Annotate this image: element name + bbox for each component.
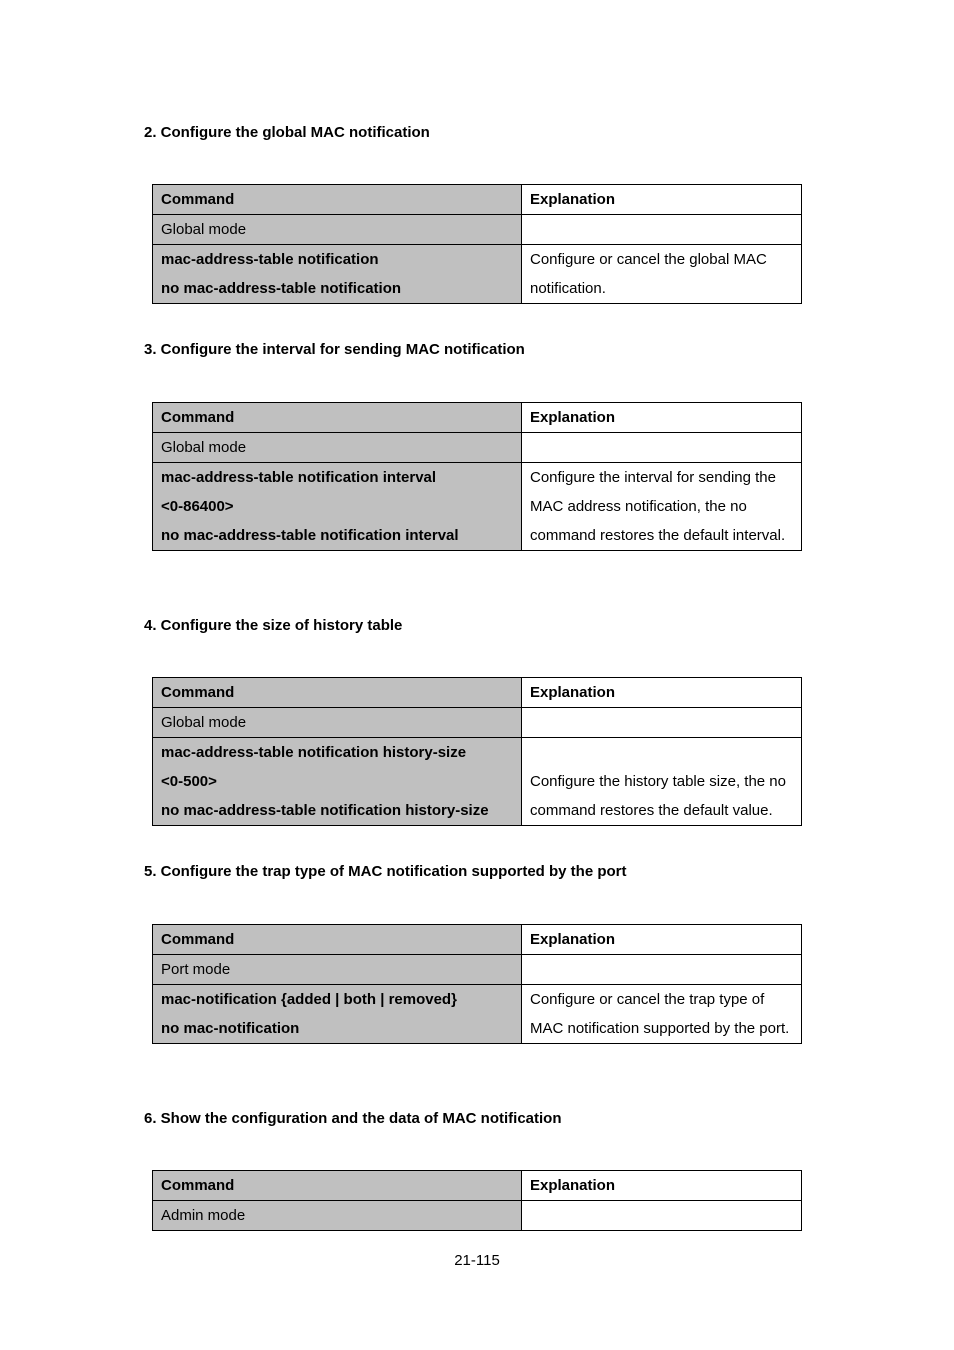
explanation-text: Configure or cancel the global MAC notification. xyxy=(530,251,767,297)
command-text: no mac-notification xyxy=(161,1020,300,1037)
section-heading: 5. Configure the trap type of MAC notification supported by the port xyxy=(144,863,627,880)
explanation-header: Explanation xyxy=(522,678,802,708)
command-cell xyxy=(153,985,522,1044)
command-table xyxy=(152,402,802,551)
section-heading: 3. Configure the interval for sending MAC notification xyxy=(144,341,525,358)
explanation-cell xyxy=(522,463,802,551)
table-row xyxy=(153,463,802,551)
mode-row xyxy=(153,955,802,985)
command-text: mac-address-table notification xyxy=(161,251,379,268)
mode-row xyxy=(153,708,802,738)
page-number: 21-115 xyxy=(454,1252,500,1269)
empty-cell xyxy=(522,955,802,985)
command-header: Command xyxy=(153,1171,522,1201)
command-text: mac-address-table notification history-size xyxy=(161,744,467,761)
mode-cell: Global mode xyxy=(153,433,522,463)
table-header-row xyxy=(153,403,802,433)
empty-cell xyxy=(522,433,802,463)
command-text: mac-address-table notification interval xyxy=(161,469,437,486)
explanation-header: Explanation xyxy=(522,185,802,215)
explanation-cell xyxy=(522,985,802,1044)
table-header-row xyxy=(153,1171,802,1201)
command-cell xyxy=(153,738,522,826)
command-header: Command xyxy=(153,403,522,433)
command-text: <0-86400> xyxy=(161,498,234,515)
command-table xyxy=(152,677,802,826)
table-header-row xyxy=(153,678,802,708)
mode-cell: Global mode xyxy=(153,708,522,738)
table-header-row xyxy=(153,185,802,215)
explanation-header: Explanation xyxy=(522,1171,802,1201)
command-header: Command xyxy=(153,185,522,215)
mode-cell: Global mode xyxy=(153,215,522,245)
section-heading: 4. Configure the size of history table xyxy=(144,617,403,634)
explanation-cell xyxy=(522,738,802,826)
command-header: Command xyxy=(153,678,522,708)
command-text: no mac-address-table notification interval xyxy=(161,527,459,544)
command-text: <0-500> xyxy=(161,773,217,790)
mode-row xyxy=(153,215,802,245)
explanation-cell xyxy=(522,245,802,304)
explanation-text: Configure the history table size, the no command restores the default value. xyxy=(530,773,786,819)
explanation-text: Configure or cancel the trap type of MAC notification supported by the port. xyxy=(530,991,790,1037)
explanation-header: Explanation xyxy=(522,403,802,433)
table-header-row xyxy=(153,925,802,955)
command-cell xyxy=(153,463,522,551)
table-row xyxy=(153,985,802,1044)
mode-row xyxy=(153,1201,802,1231)
command-table xyxy=(152,1170,802,1231)
explanation-text: Configure the interval for sending the MAC address notification, the no command restores the default interval. xyxy=(530,469,786,544)
command-text: no mac-address-table notification xyxy=(161,280,402,297)
empty-cell xyxy=(522,215,802,245)
command-table xyxy=(152,924,802,1044)
empty-cell xyxy=(522,708,802,738)
mode-cell: Port mode xyxy=(153,955,522,985)
table-row xyxy=(153,245,802,304)
command-table xyxy=(152,184,802,304)
mode-row xyxy=(153,433,802,463)
command-text: mac-notification {added | both | removed} xyxy=(161,991,457,1008)
command-text: no mac-address-table notification history-size xyxy=(161,802,489,819)
explanation-header: Explanation xyxy=(522,925,802,955)
command-cell xyxy=(153,245,522,304)
empty-cell xyxy=(522,1201,802,1231)
command-header: Command xyxy=(153,925,522,955)
section-heading: 6. Show the configuration and the data of MAC notification xyxy=(144,1110,562,1127)
section-heading: 2. Configure the global MAC notification xyxy=(144,124,430,141)
mode-cell: Admin mode xyxy=(153,1201,522,1231)
table-row xyxy=(153,738,802,826)
